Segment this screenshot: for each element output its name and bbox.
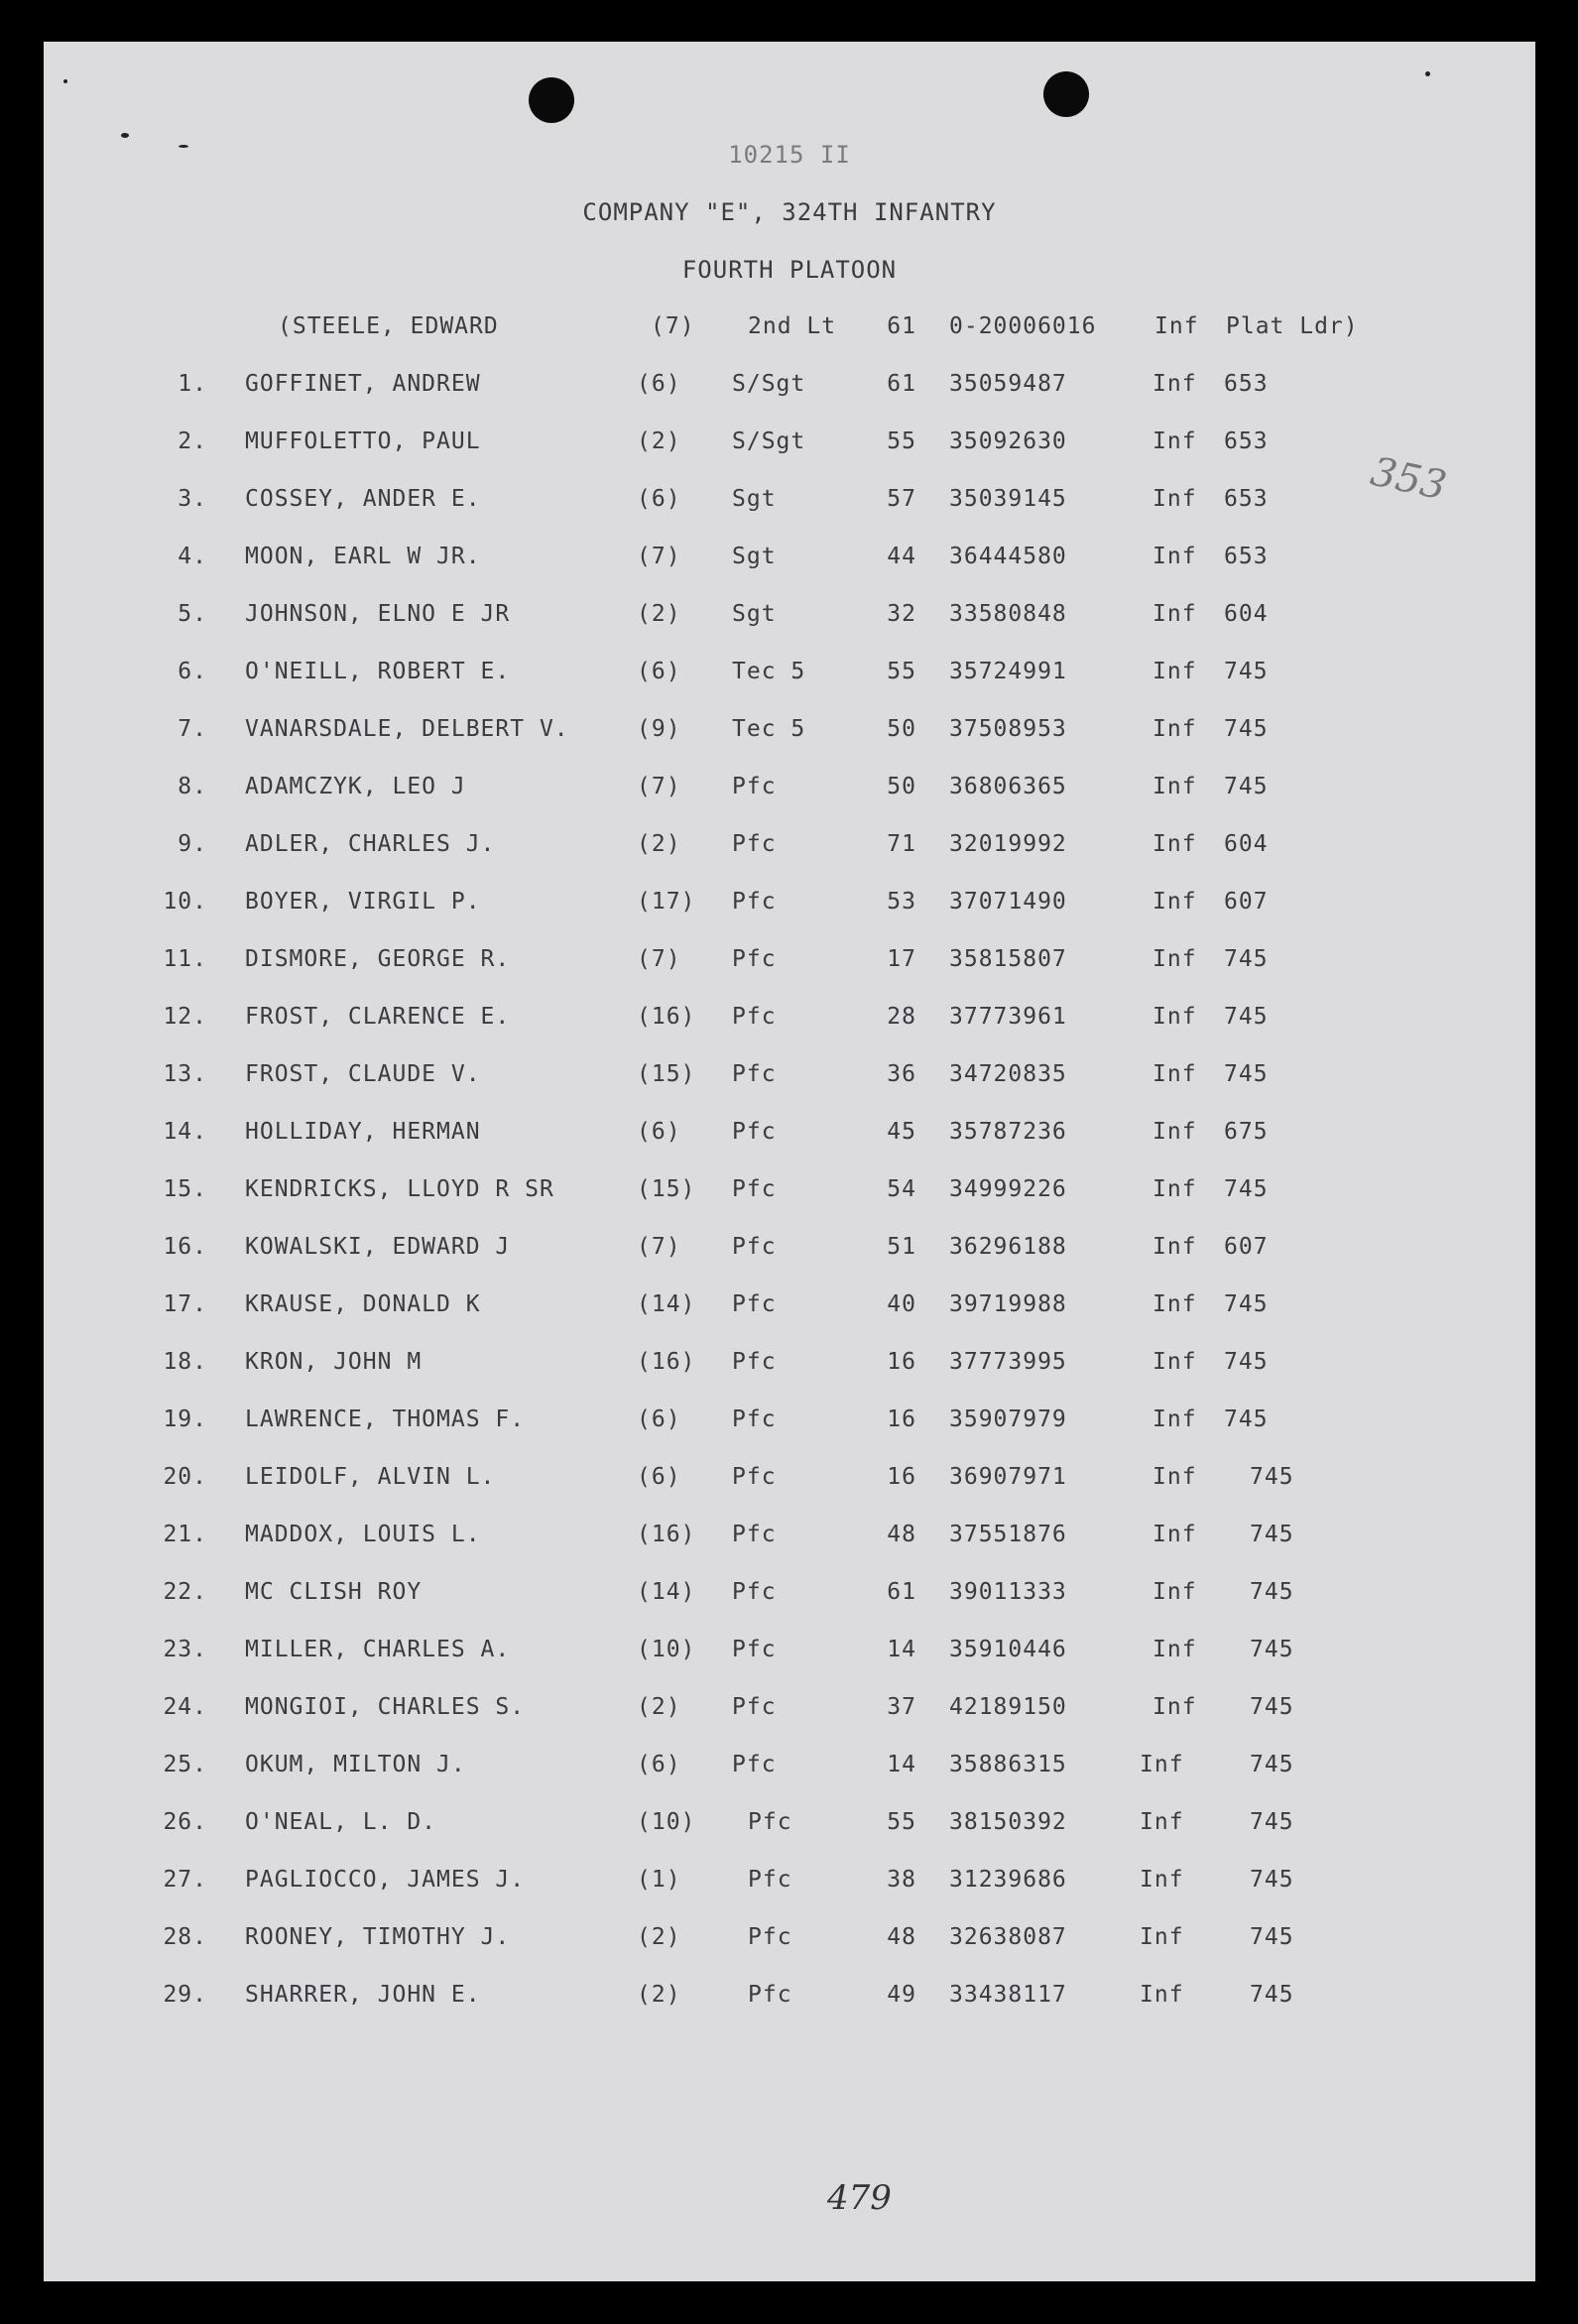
roster-name: MILLER, CHARLES A. bbox=[245, 1637, 511, 1662]
roster-branch: Inf bbox=[1153, 659, 1197, 684]
roster-age: 48 bbox=[887, 1522, 916, 1547]
roster-serial: 35059487 bbox=[949, 371, 1067, 397]
roster-serial: 37551876 bbox=[949, 1522, 1067, 1547]
roster-age: 51 bbox=[887, 1234, 916, 1260]
roster-branch: Inf bbox=[1153, 716, 1197, 742]
roster-num: 10. bbox=[163, 889, 207, 915]
roster-name: ADAMCZYK, LEO J bbox=[245, 774, 466, 799]
leader-branch: Inf bbox=[1154, 313, 1199, 339]
roster-mos: 745 bbox=[1250, 1694, 1294, 1720]
roster-num: 14. bbox=[163, 1119, 207, 1145]
roster-serial: 38150392 bbox=[949, 1809, 1067, 1835]
roster-name: OKUM, MILTON J. bbox=[245, 1752, 466, 1777]
roster-mos: 604 bbox=[1224, 601, 1269, 627]
roster-branch: Inf bbox=[1153, 544, 1197, 569]
roster-branch: Inf bbox=[1153, 486, 1197, 512]
roster-name: SHARRER, JOHN E. bbox=[245, 1982, 481, 2008]
leader-mos: Plat Ldr) bbox=[1226, 313, 1359, 339]
roster-name: DISMORE, GEORGE R. bbox=[245, 946, 511, 972]
margin-note: 353 bbox=[1367, 448, 1451, 510]
roster-mos: 653 bbox=[1224, 371, 1269, 397]
roster-serial: 36907971 bbox=[949, 1464, 1067, 1490]
speck bbox=[121, 133, 129, 138]
roster-num: 6. bbox=[178, 659, 207, 684]
roster-code: (16) bbox=[637, 1522, 696, 1547]
platoon-leader-row bbox=[44, 313, 1535, 347]
roster-num: 21. bbox=[163, 1522, 207, 1547]
roster-mos: 745 bbox=[1250, 1637, 1294, 1662]
roster-row bbox=[44, 371, 1535, 405]
roster-code: (9) bbox=[637, 716, 681, 742]
roster-num: 15. bbox=[163, 1176, 207, 1202]
roster-num: 9. bbox=[178, 831, 207, 857]
roster-branch: Inf bbox=[1140, 1924, 1184, 1950]
roster-code: (7) bbox=[637, 544, 681, 569]
roster-code: (15) bbox=[637, 1061, 696, 1087]
roster-mos: 745 bbox=[1224, 1004, 1269, 1030]
roster-code: (6) bbox=[637, 1464, 681, 1490]
roster-rank: Sgt bbox=[732, 486, 777, 512]
roster-row bbox=[44, 831, 1535, 865]
roster-num: 23. bbox=[163, 1637, 207, 1662]
roster-mos: 745 bbox=[1224, 1407, 1269, 1432]
roster-name: FROST, CLAUDE V. bbox=[245, 1061, 481, 1087]
roster-num: 3. bbox=[178, 486, 207, 512]
roster-name: O'NEAL, L. D. bbox=[245, 1809, 437, 1835]
roster-row bbox=[44, 1637, 1535, 1670]
document-id: 10215 II bbox=[728, 141, 851, 169]
punch-hole-left bbox=[529, 77, 574, 123]
roster-name: KOWALSKI, EDWARD J bbox=[245, 1234, 511, 1260]
roster-code: (2) bbox=[637, 601, 681, 627]
roster-serial: 36806365 bbox=[949, 774, 1067, 799]
roster-num: 11. bbox=[163, 946, 207, 972]
roster-age: 17 bbox=[887, 946, 916, 972]
roster-age: 61 bbox=[887, 371, 916, 397]
roster-num: 1. bbox=[178, 371, 207, 397]
roster-mos: 745 bbox=[1224, 1291, 1269, 1317]
roster-age: 36 bbox=[887, 1061, 916, 1087]
roster-serial: 34720835 bbox=[949, 1061, 1067, 1087]
leader-serial: 0-20006016 bbox=[949, 313, 1097, 339]
roster-name: O'NEILL, ROBERT E. bbox=[245, 659, 511, 684]
roster-branch: Inf bbox=[1153, 1464, 1197, 1490]
roster-name: MADDOX, LOUIS L. bbox=[245, 1522, 481, 1547]
roster-rank: Pfc bbox=[732, 1522, 777, 1547]
roster-num: 5. bbox=[178, 601, 207, 627]
roster-mos: 745 bbox=[1224, 1061, 1269, 1087]
roster-code: (17) bbox=[637, 889, 696, 915]
roster-num: 13. bbox=[163, 1061, 207, 1087]
roster-age: 45 bbox=[887, 1119, 916, 1145]
speck bbox=[1425, 71, 1430, 76]
roster-branch: Inf bbox=[1140, 1809, 1184, 1835]
roster-age: 32 bbox=[887, 601, 916, 627]
roster-rank: Pfc bbox=[732, 1407, 777, 1432]
roster-age: 14 bbox=[887, 1637, 916, 1662]
roster-name: LEIDOLF, ALVIN L. bbox=[245, 1464, 496, 1490]
roster-name: ADLER, CHARLES J. bbox=[245, 831, 496, 857]
roster-code: (6) bbox=[637, 1119, 681, 1145]
roster-code: (7) bbox=[637, 946, 681, 972]
roster-serial: 36444580 bbox=[949, 544, 1067, 569]
roster-code: (7) bbox=[637, 774, 681, 799]
roster-branch: Inf bbox=[1153, 1119, 1197, 1145]
roster-branch: Inf bbox=[1153, 1234, 1197, 1260]
roster-row bbox=[44, 946, 1535, 980]
roster-branch: Inf bbox=[1153, 601, 1197, 627]
roster-name: HOLLIDAY, HERMAN bbox=[245, 1119, 481, 1145]
roster-mos: 745 bbox=[1250, 1752, 1294, 1777]
roster-mos: 745 bbox=[1224, 1176, 1269, 1202]
roster-rank: Tec 5 bbox=[732, 659, 806, 684]
roster-row bbox=[44, 659, 1535, 692]
roster-name: MOON, EARL W JR. bbox=[245, 544, 481, 569]
roster-num: 26. bbox=[163, 1809, 207, 1835]
roster-row bbox=[44, 1407, 1535, 1440]
roster-code: (14) bbox=[637, 1291, 696, 1317]
roster-num: 17. bbox=[163, 1291, 207, 1317]
roster-name: KRON, JOHN M bbox=[245, 1349, 423, 1375]
roster-row bbox=[44, 716, 1535, 750]
roster-row bbox=[44, 1004, 1535, 1038]
roster-row bbox=[44, 1234, 1535, 1268]
roster-code: (6) bbox=[637, 1407, 681, 1432]
roster-branch: Inf bbox=[1153, 371, 1197, 397]
roster-num: 24. bbox=[163, 1694, 207, 1720]
roster-row bbox=[44, 1809, 1535, 1843]
roster-mos: 745 bbox=[1250, 1464, 1294, 1490]
roster-serial: 35886315 bbox=[949, 1752, 1067, 1777]
roster-row bbox=[44, 774, 1535, 807]
leader-rank: 2nd Lt bbox=[748, 313, 837, 339]
roster-rank: Pfc bbox=[748, 1982, 792, 2008]
roster-rank: Pfc bbox=[748, 1924, 792, 1950]
roster-code: (15) bbox=[637, 1176, 696, 1202]
roster-num: 8. bbox=[178, 774, 207, 799]
roster-row bbox=[44, 428, 1535, 462]
roster-num: 28. bbox=[163, 1924, 207, 1950]
roster-serial: 35787236 bbox=[949, 1119, 1067, 1145]
roster-rank: Pfc bbox=[732, 889, 777, 915]
roster-branch: Inf bbox=[1153, 1407, 1197, 1432]
roster-rank: Pfc bbox=[732, 946, 777, 972]
roster-age: 49 bbox=[887, 1982, 916, 2008]
roster-code: (2) bbox=[637, 831, 681, 857]
roster-serial: 37773995 bbox=[949, 1349, 1067, 1375]
roster-branch: Inf bbox=[1153, 1004, 1197, 1030]
roster-rank: Pfc bbox=[732, 1234, 777, 1260]
roster-serial: 35092630 bbox=[949, 428, 1067, 454]
roster-branch: Inf bbox=[1153, 1176, 1197, 1202]
roster-branch: Inf bbox=[1153, 1349, 1197, 1375]
roster-row bbox=[44, 1752, 1535, 1785]
roster-serial: 39011333 bbox=[949, 1579, 1067, 1605]
roster-row bbox=[44, 486, 1535, 520]
roster-row bbox=[44, 544, 1535, 577]
roster-serial: 36296188 bbox=[949, 1234, 1067, 1260]
roster-row bbox=[44, 1176, 1535, 1210]
roster-mos: 745 bbox=[1224, 1349, 1269, 1375]
document-page bbox=[44, 42, 1535, 2281]
roster-branch: Inf bbox=[1153, 1694, 1197, 1720]
roster-rank: Sgt bbox=[732, 601, 777, 627]
roster-code: (14) bbox=[637, 1579, 696, 1605]
roster-branch: Inf bbox=[1153, 1522, 1197, 1547]
roster-rank: Pfc bbox=[732, 1349, 777, 1375]
roster-branch: Inf bbox=[1153, 1579, 1197, 1605]
company-title: COMPANY "E", 324TH INFANTRY bbox=[582, 198, 997, 226]
roster-branch: Inf bbox=[1153, 774, 1197, 799]
roster-num: 18. bbox=[163, 1349, 207, 1375]
roster-branch: Inf bbox=[1140, 1867, 1184, 1893]
roster-rank: Pfc bbox=[732, 1637, 777, 1662]
roster-rank: Pfc bbox=[732, 1291, 777, 1317]
roster-code: (2) bbox=[637, 1694, 681, 1720]
roster-name: PAGLIOCCO, JAMES J. bbox=[245, 1867, 526, 1893]
leader-name: (STEELE, EDWARD bbox=[278, 313, 499, 339]
roster-name: MUFFOLETTO, PAUL bbox=[245, 428, 481, 454]
roster-serial: 32638087 bbox=[949, 1924, 1067, 1950]
roster-row bbox=[44, 601, 1535, 635]
roster-age: 38 bbox=[887, 1867, 916, 1893]
roster-num: 29. bbox=[163, 1982, 207, 2008]
roster-age: 48 bbox=[887, 1924, 916, 1950]
roster-code: (2) bbox=[637, 1982, 681, 2008]
roster-serial: 34999226 bbox=[949, 1176, 1067, 1202]
roster-serial: 37508953 bbox=[949, 716, 1067, 742]
roster-rank: Pfc bbox=[732, 831, 777, 857]
platoon-title: FOURTH PLATOON bbox=[681, 256, 898, 284]
roster-rank: Pfc bbox=[732, 1694, 777, 1720]
roster-num: 16. bbox=[163, 1234, 207, 1260]
roster-serial: 42189150 bbox=[949, 1694, 1067, 1720]
roster-row bbox=[44, 1061, 1535, 1095]
roster-code: (2) bbox=[637, 428, 681, 454]
roster-rank: S/Sgt bbox=[732, 428, 806, 454]
roster-branch: Inf bbox=[1140, 1982, 1184, 2008]
roster-num: 22. bbox=[163, 1579, 207, 1605]
roster-row bbox=[44, 1867, 1535, 1900]
roster-mos: 745 bbox=[1224, 716, 1269, 742]
roster-serial: 37773961 bbox=[949, 1004, 1067, 1030]
roster-code: (6) bbox=[637, 371, 681, 397]
roster-row bbox=[44, 1522, 1535, 1555]
roster-mos: 745 bbox=[1224, 946, 1269, 972]
roster-branch: Inf bbox=[1153, 1291, 1197, 1317]
roster-row bbox=[44, 1291, 1535, 1325]
roster-code: (1) bbox=[637, 1867, 681, 1893]
roster-mos: 745 bbox=[1250, 1809, 1294, 1835]
roster-code: (6) bbox=[637, 486, 681, 512]
roster-mos: 607 bbox=[1224, 1234, 1269, 1260]
roster-mos: 745 bbox=[1250, 1924, 1294, 1950]
roster-code: (16) bbox=[637, 1349, 696, 1375]
roster-age: 28 bbox=[887, 1004, 916, 1030]
roster-name: ROONEY, TIMOTHY J. bbox=[245, 1924, 511, 1950]
roster-age: 16 bbox=[887, 1407, 916, 1432]
roster-row bbox=[44, 1982, 1535, 2016]
speck bbox=[63, 79, 67, 83]
roster-rank: Pfc bbox=[732, 1176, 777, 1202]
roster-serial: 35815807 bbox=[949, 946, 1067, 972]
roster-row bbox=[44, 1694, 1535, 1728]
roster-branch: Inf bbox=[1140, 1752, 1184, 1777]
roster-code: (10) bbox=[637, 1637, 696, 1662]
roster-name: KRAUSE, DONALD K bbox=[245, 1291, 481, 1317]
roster-serial: 37071490 bbox=[949, 889, 1067, 915]
roster-serial: 33580848 bbox=[949, 601, 1067, 627]
roster-rank: Pfc bbox=[732, 1579, 777, 1605]
roster-branch: Inf bbox=[1153, 1061, 1197, 1087]
roster-name: MC CLISH ROY bbox=[245, 1579, 423, 1605]
roster-mos: 745 bbox=[1250, 1522, 1294, 1547]
roster-age: 50 bbox=[887, 716, 916, 742]
roster-num: 7. bbox=[178, 716, 207, 742]
roster-age: 54 bbox=[887, 1176, 916, 1202]
roster-age: 37 bbox=[887, 1694, 916, 1720]
roster-age: 71 bbox=[887, 831, 916, 857]
roster-name: MONGIOI, CHARLES S. bbox=[245, 1694, 526, 1720]
roster-rank: Pfc bbox=[748, 1867, 792, 1893]
roster-age: 16 bbox=[887, 1349, 916, 1375]
roster-mos: 653 bbox=[1224, 486, 1269, 512]
roster-num: 27. bbox=[163, 1867, 207, 1893]
punch-hole-right bbox=[1043, 71, 1089, 117]
roster-num: 19. bbox=[163, 1407, 207, 1432]
roster-code: (16) bbox=[637, 1004, 696, 1030]
roster-name: JOHNSON, ELNO E JR bbox=[245, 601, 511, 627]
roster-age: 55 bbox=[887, 659, 916, 684]
roster-name: COSSEY, ANDER E. bbox=[245, 486, 481, 512]
roster-serial: 35724991 bbox=[949, 659, 1067, 684]
roster-age: 55 bbox=[887, 428, 916, 454]
roster-rank: Pfc bbox=[732, 1752, 777, 1777]
roster-branch: Inf bbox=[1153, 831, 1197, 857]
roster-name: BOYER, VIRGIL P. bbox=[245, 889, 481, 915]
roster-age: 53 bbox=[887, 889, 916, 915]
roster-code: (7) bbox=[637, 1234, 681, 1260]
roster-rank: Pfc bbox=[748, 1809, 792, 1835]
roster-rank: Pfc bbox=[732, 1061, 777, 1087]
roster-name: FROST, CLARENCE E. bbox=[245, 1004, 511, 1030]
roster-row bbox=[44, 1464, 1535, 1498]
roster-age: 44 bbox=[887, 544, 916, 569]
roster-mos: 745 bbox=[1250, 1982, 1294, 2008]
roster-serial: 35910446 bbox=[949, 1637, 1067, 1662]
roster-rank: Tec 5 bbox=[732, 716, 806, 742]
roster-num: 2. bbox=[178, 428, 207, 454]
roster-serial: 33438117 bbox=[949, 1982, 1067, 2008]
roster-num: 20. bbox=[163, 1464, 207, 1490]
roster-rank: S/Sgt bbox=[732, 371, 806, 397]
roster-branch: Inf bbox=[1153, 889, 1197, 915]
roster-row bbox=[44, 1349, 1535, 1383]
leader-code: (7) bbox=[651, 313, 695, 339]
roster-name: LAWRENCE, THOMAS F. bbox=[245, 1407, 526, 1432]
roster-mos: 604 bbox=[1224, 831, 1269, 857]
roster-mos: 675 bbox=[1224, 1119, 1269, 1145]
roster-mos: 607 bbox=[1224, 889, 1269, 915]
roster-branch: Inf bbox=[1153, 946, 1197, 972]
roster-row bbox=[44, 889, 1535, 922]
roster-name: KENDRICKS, LLOYD R SR bbox=[245, 1176, 554, 1202]
roster-code: (10) bbox=[637, 1809, 696, 1835]
roster-num: 12. bbox=[163, 1004, 207, 1030]
roster-serial: 39719988 bbox=[949, 1291, 1067, 1317]
roster-branch: Inf bbox=[1153, 1637, 1197, 1662]
roster-serial: 35907979 bbox=[949, 1407, 1067, 1432]
roster-name: GOFFINET, ANDREW bbox=[245, 371, 481, 397]
roster-mos: 653 bbox=[1224, 428, 1269, 454]
roster-age: 16 bbox=[887, 1464, 916, 1490]
roster-age: 55 bbox=[887, 1809, 916, 1835]
roster-rank: Pfc bbox=[732, 1004, 777, 1030]
roster-code: (2) bbox=[637, 1924, 681, 1950]
roster-code: (6) bbox=[637, 1752, 681, 1777]
roster-rank: Sgt bbox=[732, 544, 777, 569]
roster-mos: 745 bbox=[1224, 774, 1269, 799]
roster-rank: Pfc bbox=[732, 1119, 777, 1145]
roster-serial: 32019992 bbox=[949, 831, 1067, 857]
roster-row bbox=[44, 1924, 1535, 1958]
leader-age: 61 bbox=[887, 313, 916, 339]
roster-mos: 745 bbox=[1224, 659, 1269, 684]
roster-mos: 745 bbox=[1250, 1579, 1294, 1605]
roster-age: 14 bbox=[887, 1752, 916, 1777]
roster-age: 61 bbox=[887, 1579, 916, 1605]
roster-age: 40 bbox=[887, 1291, 916, 1317]
roster-mos: 745 bbox=[1250, 1867, 1294, 1893]
roster-age: 57 bbox=[887, 486, 916, 512]
roster-rank: Pfc bbox=[732, 1464, 777, 1490]
roster-row bbox=[44, 1579, 1535, 1613]
roster-age: 50 bbox=[887, 774, 916, 799]
roster-serial: 31239686 bbox=[949, 1867, 1067, 1893]
roster-name: VANARSDALE, DELBERT V. bbox=[245, 716, 569, 742]
roster-num: 4. bbox=[178, 544, 207, 569]
roster-branch: Inf bbox=[1153, 428, 1197, 454]
page-number: 479 bbox=[827, 2178, 892, 2218]
roster-code: (6) bbox=[637, 659, 681, 684]
roster-mos: 653 bbox=[1224, 544, 1269, 569]
roster-row bbox=[44, 1119, 1535, 1153]
roster-rank: Pfc bbox=[732, 774, 777, 799]
roster-num: 25. bbox=[163, 1752, 207, 1777]
roster-serial: 35039145 bbox=[949, 486, 1067, 512]
